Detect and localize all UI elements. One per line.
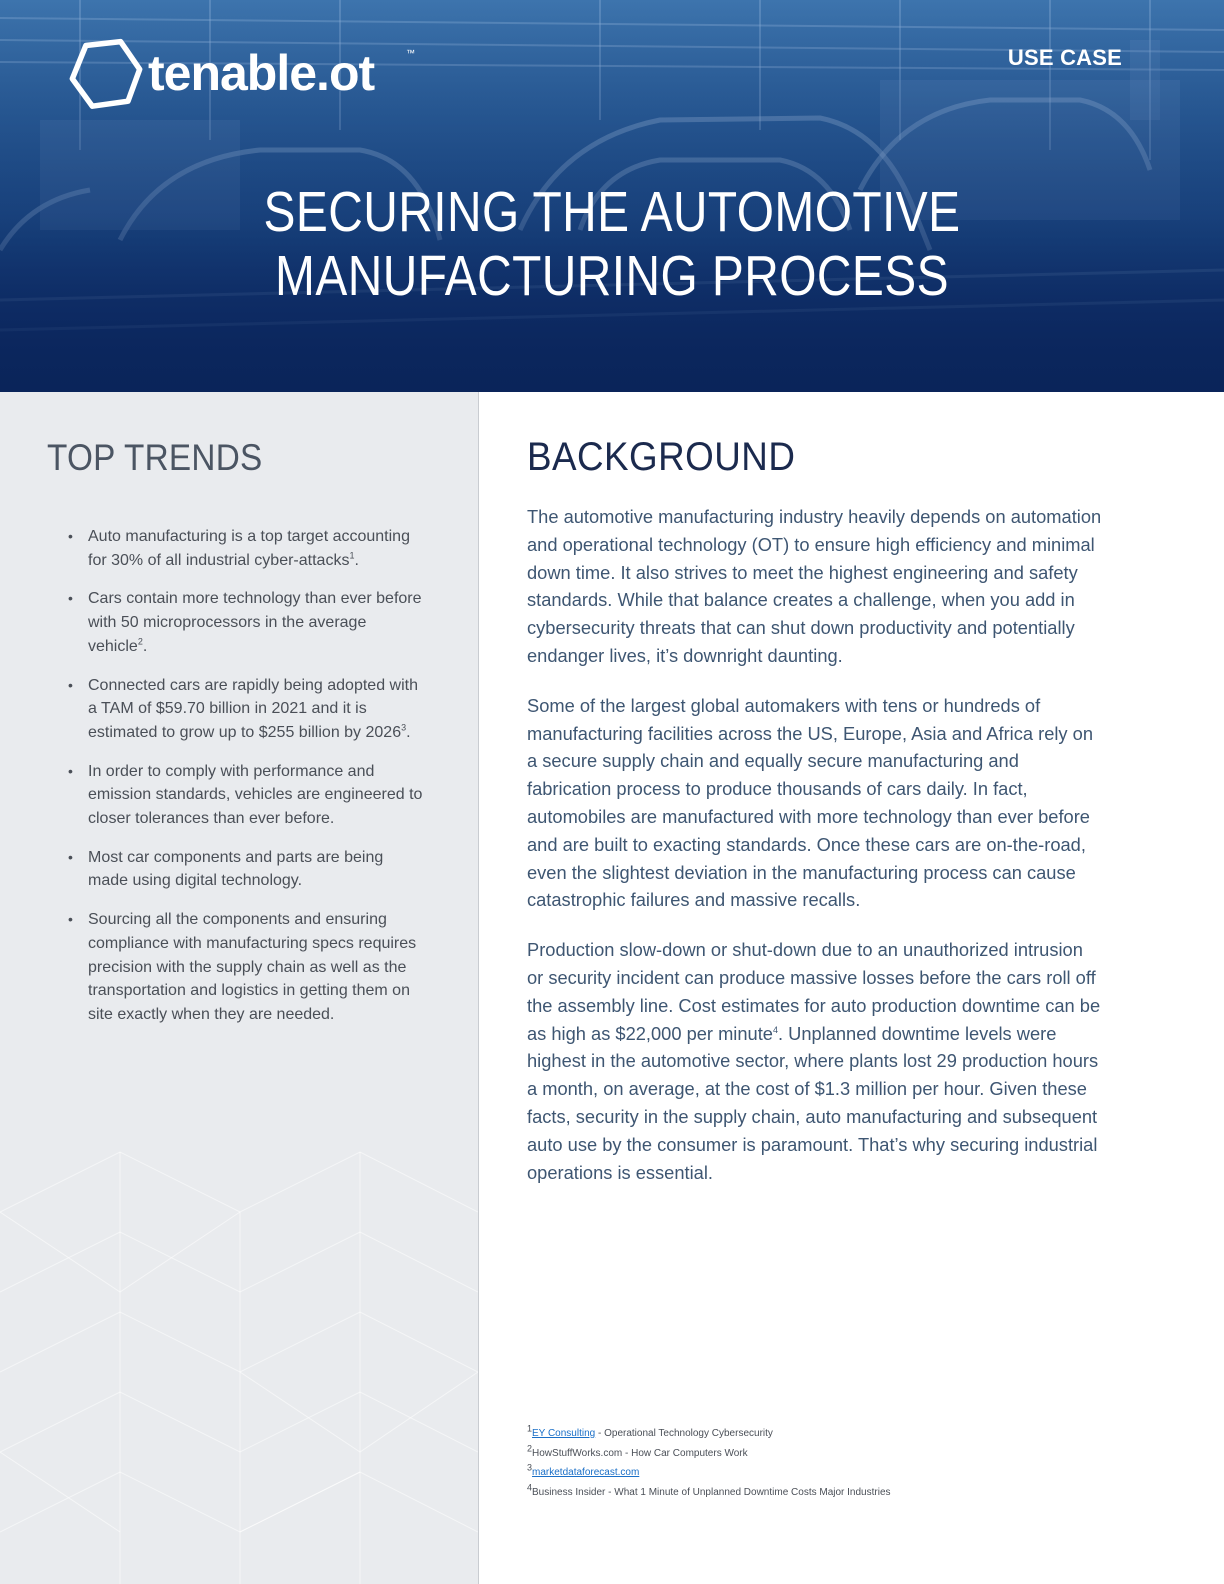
bullet-dot-icon: • — [68, 762, 73, 779]
list-item — [66, 908, 426, 1027]
bullet-dot-icon: • — [68, 676, 73, 693]
footnote-text: Business Insider - What 1 Minute of Unplanned Downtime Costs Major Industries — [532, 1486, 891, 1498]
footnote-number: 1 — [527, 1423, 533, 1434]
document-type-label: USE CASE — [1007, 45, 1122, 70]
trend-text: Sourcing all the components and ensuring compliance with manufacturing specs requires precision with the supply chain as well as the transportation and logistics in getting them on site exactly when they are needed. — [88, 911, 417, 1023]
title-line-2: MANUFACTURING PROCESS — [275, 244, 949, 308]
paragraph-3 — [527, 936, 1102, 1186]
footnote-number: 3 — [527, 1462, 533, 1473]
trend-text: Most car components and parts are being made using digital technology. — [88, 848, 384, 890]
paragraph-3-part-b: . Unplanned downtime levels were highest in the automotive sector, where plants lost 29 production hours a month, on average, at the cost of $1.3 million per hour. Given these facts, security in the supply chain, auto manufacturing and subsequent auto use by the consumer is paramount. That’s why securing industrial operations is essential. — [527, 1022, 1099, 1183]
title-line-1: SECURING THE AUTOMOTIVE — [263, 180, 961, 244]
trend-text: Auto manufacturing is a top target accounting for 30% of all industrial cyber-attacks — [88, 528, 410, 569]
footnote-4 — [527, 1483, 1087, 1503]
background-body — [527, 503, 1102, 1208]
footnote-number: 4 — [527, 1482, 533, 1493]
tenable-logo — [68, 38, 428, 110]
trend-text: In order to comply with performance and emission standards, vehicles are engineered to closer tolerances than ever before. — [88, 762, 423, 828]
trend-tail: . — [406, 723, 411, 741]
paragraph-1: The automotive manufacturing industry heavily depends on automation and operational technology (OT) to ensure high efficiency and minimal down time. It also strives to meet the highest engineering and safety standards. While that balance creates a challenge, when you add in cybersecurity threats that can shut down productivity and potentially endanger lives, it’s downright daunting. — [527, 506, 1102, 666]
footnote-1 — [527, 1424, 1087, 1444]
footnote-ref: 3 — [401, 722, 407, 733]
trademark-mark: ™ — [406, 48, 415, 58]
list-item — [66, 674, 426, 745]
logo-wordmark: tenable.ot — [148, 45, 375, 101]
bullet-dot-icon: • — [68, 590, 73, 607]
trends-list — [66, 525, 426, 1042]
top-trends-heading: TOP TRENDS — [47, 437, 263, 478]
hexagon-logo-icon — [68, 38, 144, 110]
list-item — [66, 760, 426, 831]
paragraph-3-part-a: Production slow-down or shut-down due to an unauthorized intrusion or security incident can produce massive losses before the cars roll off the assembly line. Cost estimates for auto production downtime can be as high as $22,000 per minute — [527, 939, 1101, 1044]
footnote-link-marketdataforecast[interactable]: marketdataforecast.com — [532, 1467, 640, 1478]
hero-banner — [0, 0, 1224, 392]
footnote-text: HowStuffWorks.com - How Car Computers Work — [532, 1447, 748, 1459]
trend-text: Cars contain more technology than ever before with 50 microprocessors in the average vehicle — [88, 590, 422, 655]
list-item — [66, 846, 426, 893]
page-title — [0, 180, 1224, 308]
footnote-link-ey-consulting[interactable]: EY Consulting — [532, 1428, 596, 1439]
footnote-ref: 2 — [137, 636, 143, 647]
footnotes — [527, 1424, 1087, 1502]
footnote-3 — [527, 1463, 1087, 1483]
footnote-ref: 4 — [772, 1024, 778, 1035]
bullet-dot-icon: • — [68, 848, 73, 865]
footnote-number: 2 — [527, 1443, 533, 1454]
trend-text: Connected cars are rapidly being adopted with a TAM of $59.70 billion in 2021 and it is estimated to grow up to $255 billion by 2026 — [88, 676, 418, 741]
footnote-2 — [527, 1444, 1087, 1464]
background-heading: BACKGROUND — [527, 435, 796, 479]
footnote-ref: 1 — [349, 550, 355, 561]
bullet-dot-icon: • — [68, 911, 73, 928]
column-divider — [478, 392, 479, 1584]
footnote-text: - Operational Technology Cybersecurity — [595, 1428, 773, 1439]
paragraph-2: Some of the largest global automakers with tens or hundreds of manufacturing facilities across the US, Europe, Asia and Africa rely on a secure supply chain and equally secure manufacturing and fabrication process to produce thousands of cars daily. In fact, automobiles are manufactured with more technology than ever before and are built to exacting standards. Once these cars are on-the-road, even the slightest deviation in the manufacturing process can cause catastrophic failures and massive recalls. — [527, 694, 1093, 911]
bullet-dot-icon: • — [68, 528, 73, 544]
trend-tail: . — [142, 637, 148, 655]
trend-tail: . — [354, 551, 359, 569]
list-item — [66, 525, 426, 572]
list-item — [66, 587, 426, 658]
